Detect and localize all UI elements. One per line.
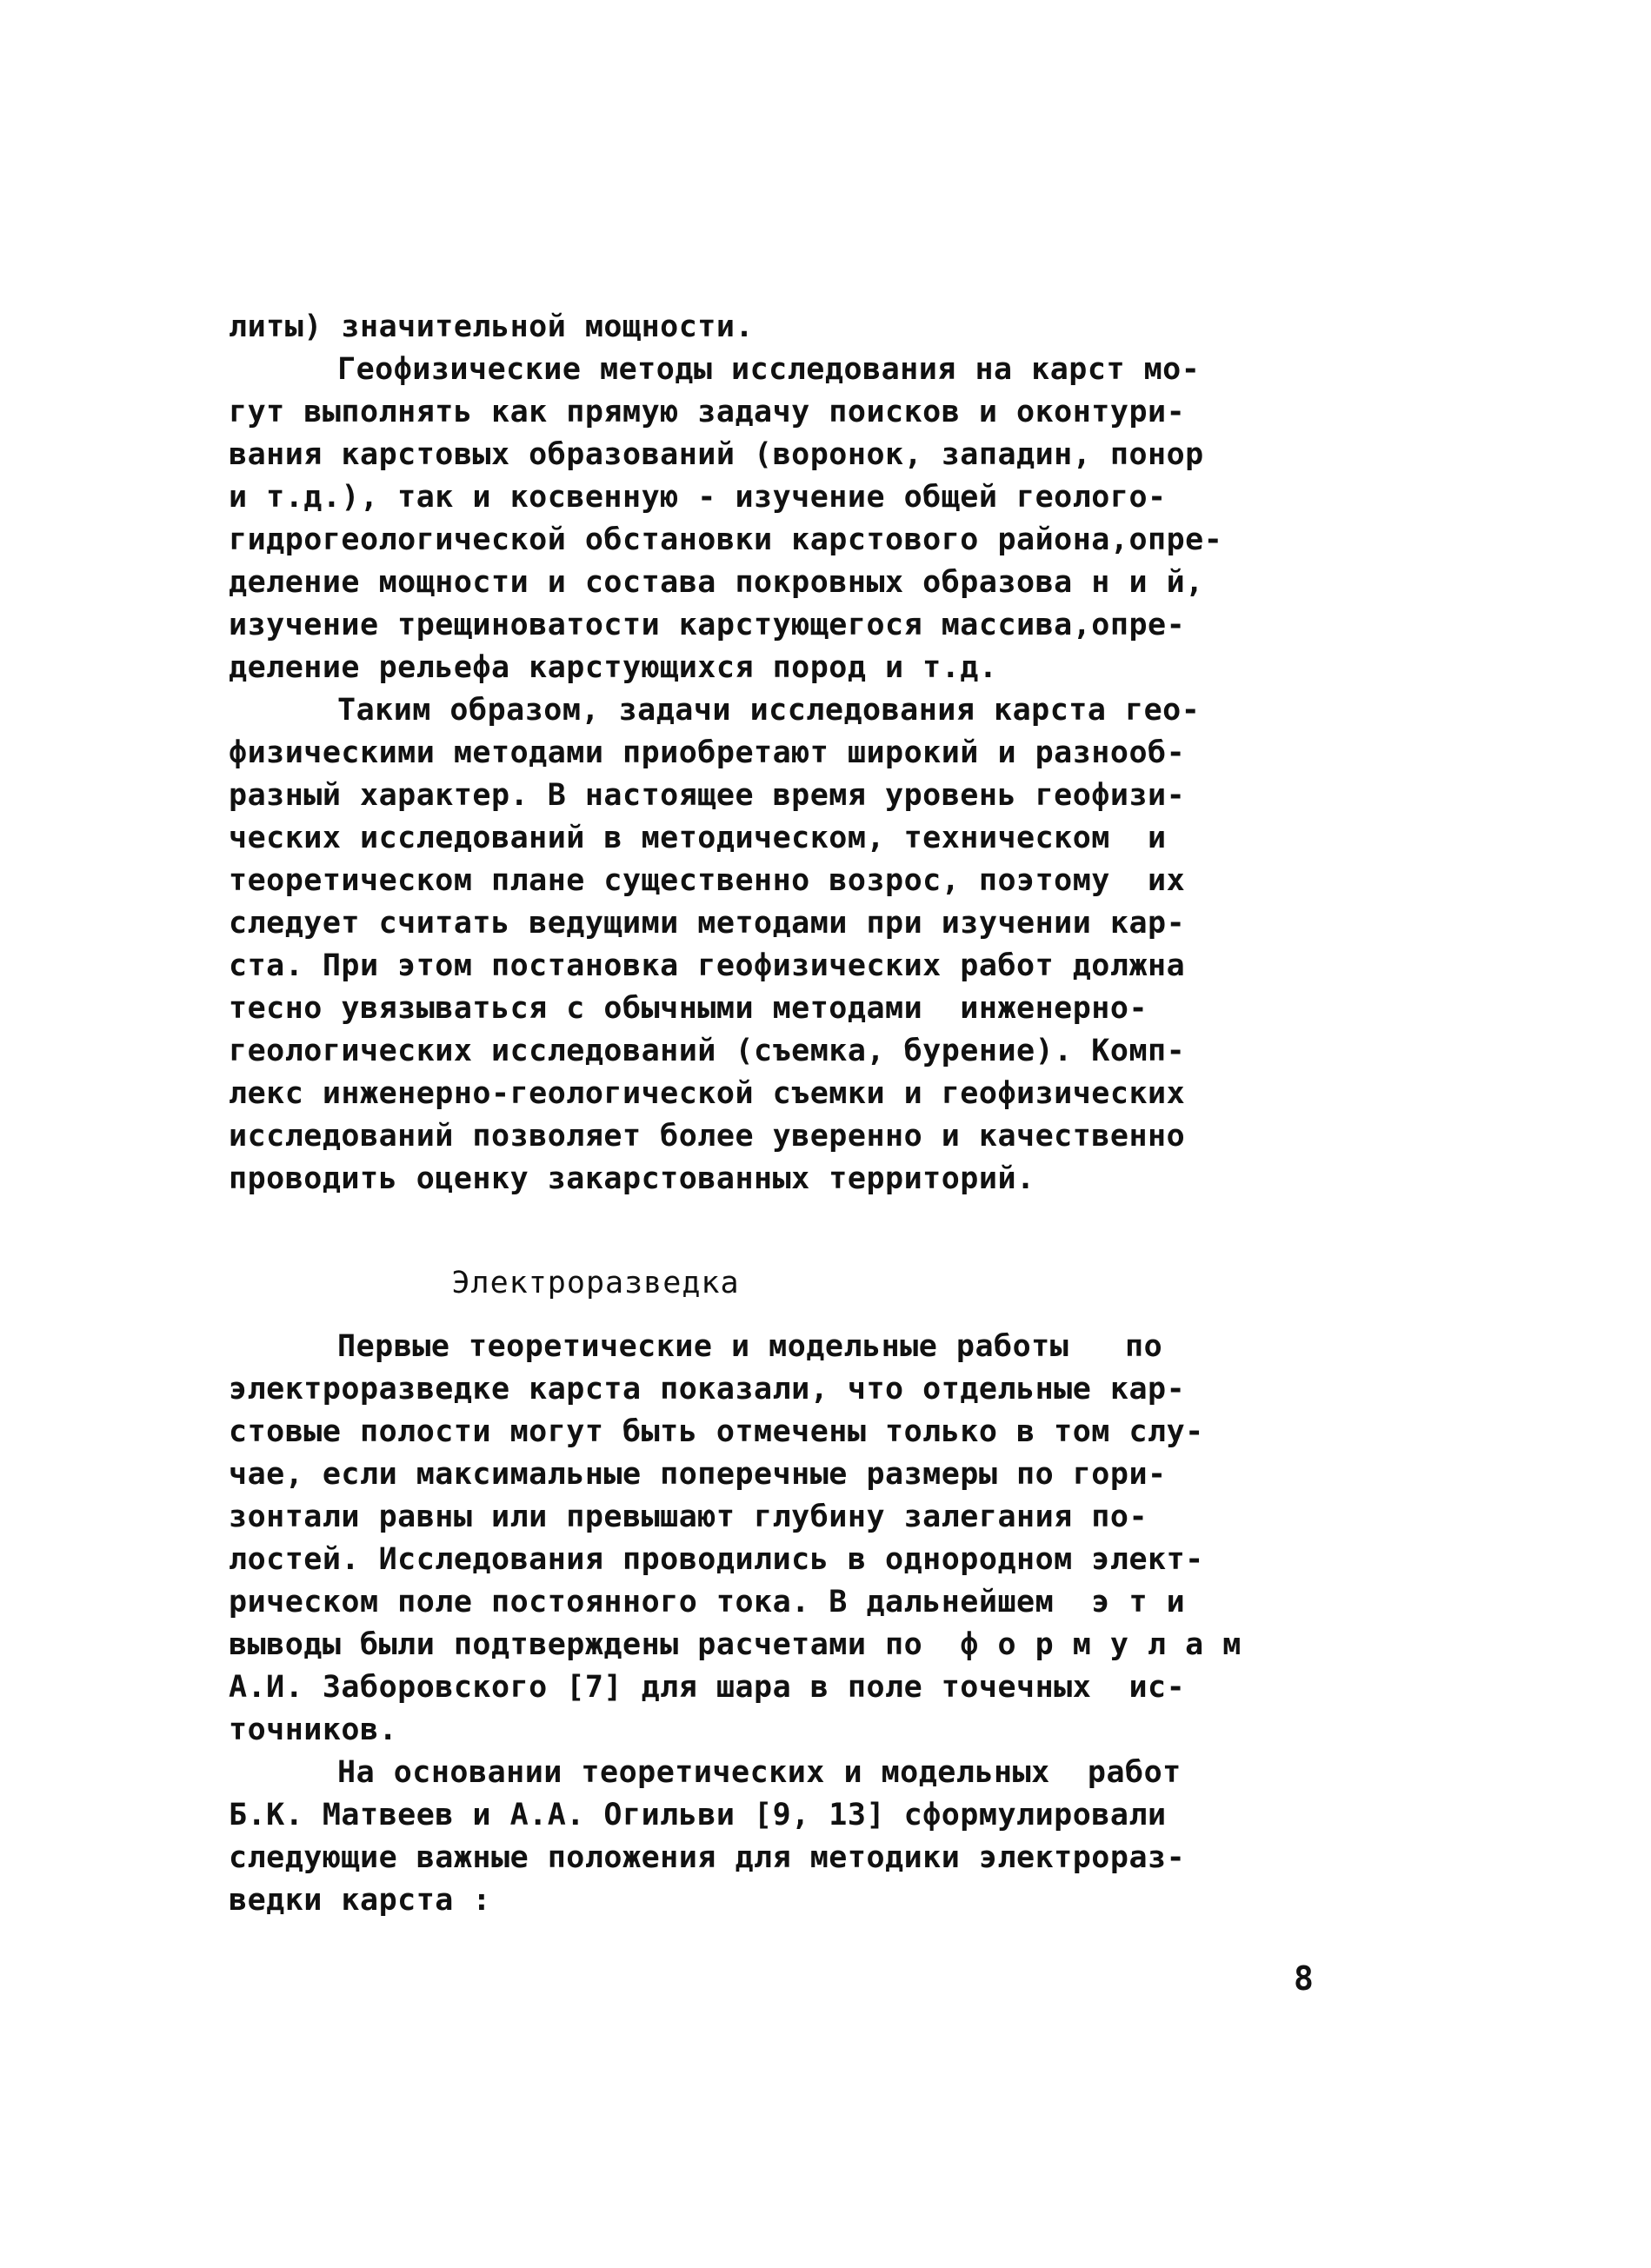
text-line: чае, если максимальные поперечные размеры по гори-: [229, 1457, 1167, 1492]
text-line: проводить оценку закарстованных территорий.: [229, 1161, 1035, 1196]
text-line: стовые полости могут быть отмечены только в том слу-: [229, 1414, 1204, 1449]
text-line: лостей. Исследования проводились в однородном элект-: [229, 1542, 1204, 1577]
body-text: [229, 306, 1359, 1201]
page-number: 8: [1294, 1959, 1314, 1998]
text-line: точников.: [229, 1713, 398, 1747]
text-line: следует считать ведущими методами при изучении кар-: [229, 906, 1186, 941]
section-body-text: [229, 1326, 1385, 1922]
text-line: электроразведке карста показали, что отдельные кар-: [229, 1372, 1186, 1407]
text-line: Геофизические методы исследования на карст мо-: [337, 352, 1201, 387]
text-line: разный характер. В настоящее время уровень геофизи-: [229, 778, 1186, 813]
text-line: зонтали равны или превышают глубину залегания по-: [229, 1500, 1148, 1534]
text-line: тесно увязываться с обычными методами инженерно-: [229, 991, 1148, 1026]
text-line: деление мощности и состава покровных образова н и й,: [229, 565, 1204, 600]
text-line: вания карстовых образований (воронок, западин, понор: [229, 437, 1204, 472]
text-line: Таким образом, задачи исследования карста гео-: [337, 693, 1201, 728]
text-line: литы) значительной мощности.: [229, 309, 755, 344]
text-line: А.И. Заборовского [7] для шара в поле точечных ис-: [229, 1670, 1186, 1705]
text-line: На основании теоретических и модельных работ: [337, 1755, 1182, 1790]
text-line: физическими методами приобретают широкий и разнооб-: [229, 735, 1186, 770]
text-line: изучение трещиноватости карстующегося массива,опре-: [229, 608, 1186, 642]
text-line: следующие важные положения для методики электрораз-: [229, 1840, 1186, 1875]
text-line: геологических исследований (съемка, бурение). Комп-: [229, 1034, 1186, 1068]
text-line: выводы были подтверждены расчетами по ф о р м у л а м: [229, 1627, 1242, 1662]
text-line: Б.К. Матвеев и А.А. Огильви [9, 13] сформулировали: [229, 1798, 1167, 1832]
text-line: лекс инженерно-геологической съемки и геофизических: [229, 1076, 1186, 1111]
text-line: теоретическом плане существенно возрос, поэтому их: [229, 863, 1186, 898]
text-line: ста. При этом постановка геофизических работ должна: [229, 948, 1186, 983]
text-line: рическом поле постоянного тока. В дальнейшем э т и: [229, 1585, 1186, 1620]
section-heading: Электроразведка: [451, 1266, 740, 1300]
text-line: ческих исследований в методическом, техническом и: [229, 821, 1167, 855]
text-line: и т.д.), так и косвенную - изучение общей геолого-: [229, 480, 1167, 515]
text-line: ведки карста :: [229, 1883, 492, 1918]
text-line: гидрогеологической обстановки карстового района,опре-: [229, 522, 1223, 557]
text-line: гут выполнять как прямую задачу поисков и оконтури-: [229, 395, 1186, 429]
text-line: деление рельефа карстующихся пород и т.д.: [229, 650, 998, 685]
text-line: исследований позволяет более уверенно и качественно: [229, 1119, 1186, 1154]
text-line: Первые теоретические и модельные работы по: [337, 1329, 1163, 1364]
